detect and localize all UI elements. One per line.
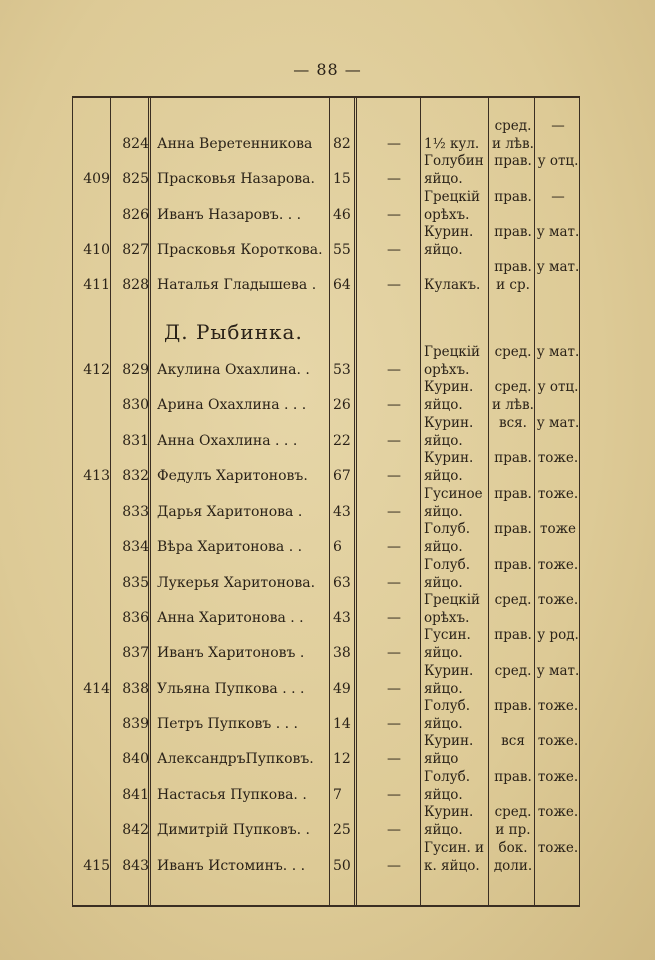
entry-number: 832 bbox=[122, 468, 149, 484]
age-value: 64 bbox=[333, 277, 351, 293]
goiter-size: яйцо. bbox=[424, 539, 463, 555]
heredity-value: тоже. bbox=[537, 557, 579, 573]
entry-number: 833 bbox=[122, 504, 149, 520]
person-name: Федулъ Харитоновъ. bbox=[157, 468, 308, 484]
goiter-size: орѣхъ. bbox=[424, 610, 470, 626]
goiter-size: Курин. bbox=[424, 379, 474, 395]
age-value: 43 bbox=[333, 610, 351, 626]
goiter-side: сред. bbox=[494, 344, 532, 360]
goiter-size: Голуб. bbox=[424, 521, 471, 537]
goiter-side: прав. bbox=[494, 259, 532, 275]
column-rule bbox=[110, 98, 111, 905]
person-name: Анна Охахлина . . . bbox=[157, 433, 298, 449]
goiter-size: Курин. bbox=[424, 804, 474, 820]
goiter-size: Гусин. bbox=[424, 627, 471, 643]
heredity-value: у мат. bbox=[536, 259, 580, 275]
entry-number: 836 bbox=[122, 610, 149, 626]
heredity-value: тоже. bbox=[537, 733, 579, 749]
goiter-size: яйцо. bbox=[424, 433, 463, 449]
dash-mark: — bbox=[387, 277, 401, 293]
section-title: Д. Рыбинка. bbox=[164, 320, 303, 344]
dash-mark: — bbox=[387, 242, 401, 258]
dash-mark: — bbox=[387, 645, 401, 661]
age-value: 55 bbox=[333, 242, 351, 258]
goiter-side: бок. bbox=[498, 840, 528, 856]
goiter-size: Курин. bbox=[424, 450, 474, 466]
age-value: 63 bbox=[333, 575, 351, 591]
goiter-size: яйцо. bbox=[424, 504, 463, 520]
goiter-size: Курин. bbox=[424, 663, 474, 679]
dash-mark: — bbox=[387, 858, 401, 874]
person-name: АлександръПупковъ. bbox=[157, 751, 314, 767]
heredity-value: у отц. bbox=[537, 379, 579, 395]
heredity-value: тоже. bbox=[537, 769, 579, 785]
goiter-side: прав. bbox=[494, 769, 532, 785]
entry-number: 834 bbox=[122, 539, 149, 555]
goiter-side: и пр. bbox=[495, 822, 531, 838]
goiter-size: Голуб. bbox=[424, 769, 471, 785]
goiter-side: прав. bbox=[494, 521, 532, 537]
age-value: 53 bbox=[333, 362, 351, 378]
heredity-value: — bbox=[551, 189, 565, 205]
age-value: 12 bbox=[333, 751, 351, 767]
heredity-value: тоже. bbox=[537, 698, 579, 714]
family-number: 409 bbox=[83, 171, 110, 187]
dash-mark: — bbox=[387, 171, 401, 187]
goiter-size: Курин. bbox=[424, 415, 474, 431]
person-name: Наталья Гладышева . bbox=[157, 277, 317, 293]
goiter-size: яйцо. bbox=[424, 575, 463, 591]
dash-mark: — bbox=[387, 575, 401, 591]
heredity-value: у мат. bbox=[536, 224, 580, 240]
goiter-side: и ср. bbox=[496, 277, 530, 293]
age-value: 14 bbox=[333, 716, 351, 732]
person-name: Лукерья Харитонова. bbox=[157, 575, 316, 591]
goiter-size: яйцо. bbox=[424, 681, 463, 697]
goiter-size: Кулакъ. bbox=[424, 277, 481, 293]
goiter-size: к. яйцо. bbox=[424, 858, 480, 874]
age-value: 67 bbox=[333, 468, 351, 484]
family-number: 412 bbox=[83, 362, 110, 378]
goiter-size: яйцо. bbox=[424, 787, 463, 803]
goiter-size: Курин. bbox=[424, 733, 474, 749]
age-value: 46 bbox=[333, 207, 351, 223]
dash-mark: — bbox=[387, 539, 401, 555]
goiter-size: яйцо. bbox=[424, 468, 463, 484]
entry-number: 841 bbox=[122, 787, 149, 803]
family-number: 411 bbox=[83, 277, 110, 293]
entry-number: 831 bbox=[122, 433, 149, 449]
entry-number: 843 bbox=[122, 858, 149, 874]
page-number: — 88 — bbox=[293, 60, 362, 79]
person-name: Акулина Охахлина. . bbox=[157, 362, 310, 378]
goiter-size: Курин. bbox=[424, 224, 474, 240]
goiter-side: прав. bbox=[494, 557, 532, 573]
age-value: 43 bbox=[333, 504, 351, 520]
goiter-side: доли. bbox=[493, 858, 533, 874]
family-number: 415 bbox=[83, 858, 110, 874]
age-value: 50 bbox=[333, 858, 351, 874]
goiter-side: вся. bbox=[499, 415, 527, 431]
goiter-size: Грецкій bbox=[424, 592, 481, 608]
person-name: Петръ Пупковъ . . . bbox=[157, 716, 299, 732]
heredity-value: тоже. bbox=[537, 486, 579, 502]
entry-number: 830 bbox=[122, 397, 149, 413]
goiter-size: Гусиное bbox=[424, 486, 483, 502]
age-value: 38 bbox=[333, 645, 351, 661]
goiter-size: орѣхъ. bbox=[424, 362, 470, 378]
dash-mark: — bbox=[387, 610, 401, 626]
entry-number: 842 bbox=[122, 822, 149, 838]
goiter-side: прав. bbox=[494, 189, 532, 205]
goiter-size: яйцо. bbox=[424, 645, 463, 661]
person-name: Иванъ Истоминъ. . . bbox=[157, 858, 306, 874]
entry-number: 829 bbox=[122, 362, 149, 378]
dash-mark: — bbox=[387, 136, 401, 152]
goiter-size: яйцо. bbox=[424, 397, 463, 413]
goiter-side: прав. bbox=[494, 627, 532, 643]
goiter-side: прав. bbox=[494, 153, 532, 169]
heredity-value: — bbox=[551, 118, 565, 134]
age-value: 82 bbox=[333, 136, 351, 152]
entry-number: 826 bbox=[122, 207, 149, 223]
entry-number: 825 bbox=[122, 171, 149, 187]
family-number: 410 bbox=[83, 242, 110, 258]
dash-mark: — bbox=[387, 468, 401, 484]
goiter-side: прав. bbox=[494, 698, 532, 714]
goiter-size: яйцо. bbox=[424, 242, 463, 258]
goiter-size: Голуб. bbox=[424, 698, 471, 714]
goiter-side: сред. bbox=[494, 118, 532, 134]
goiter-side: сред. bbox=[494, 592, 532, 608]
age-value: 25 bbox=[333, 822, 351, 838]
dash-mark: — bbox=[387, 397, 401, 413]
heredity-value: у отц. bbox=[537, 153, 579, 169]
entry-number: 828 bbox=[122, 277, 149, 293]
entry-number: 835 bbox=[122, 575, 149, 591]
goiter-side: вся bbox=[501, 733, 525, 749]
person-name: Прасковья Назарова. bbox=[157, 171, 315, 187]
heredity-value: тоже. bbox=[537, 840, 579, 856]
person-name: Вѣра Харитонова . . bbox=[157, 539, 303, 555]
goiter-side: сред. bbox=[494, 804, 532, 820]
entry-number: 839 bbox=[122, 716, 149, 732]
person-name: Иванъ Назаровъ. . . bbox=[157, 207, 302, 223]
age-value: 6 bbox=[333, 539, 342, 555]
person-name: Арина Охахлина . . . bbox=[157, 397, 307, 413]
goiter-size: яйцо bbox=[424, 751, 459, 767]
goiter-size: орѣхъ. bbox=[424, 207, 470, 223]
dash-mark: — bbox=[387, 433, 401, 449]
entry-number: 840 bbox=[122, 751, 149, 767]
family-number: 414 bbox=[83, 681, 110, 697]
entry-number: 824 bbox=[122, 136, 149, 152]
goiter-size: Голуб. bbox=[424, 557, 471, 573]
heredity-value: у мат. bbox=[536, 415, 580, 431]
entry-number: 837 bbox=[122, 645, 149, 661]
heredity-value: тоже. bbox=[537, 450, 579, 466]
age-value: 49 bbox=[333, 681, 351, 697]
heredity-value: тоже. bbox=[537, 592, 579, 608]
entry-number: 838 bbox=[122, 681, 149, 697]
person-name: Дарья Харитонова . bbox=[157, 504, 303, 520]
age-value: 26 bbox=[333, 397, 351, 413]
dash-mark: — bbox=[387, 822, 401, 838]
dash-mark: — bbox=[387, 207, 401, 223]
goiter-size: Голубин bbox=[424, 153, 484, 169]
family-number: 413 bbox=[83, 468, 110, 484]
goiter-size: Гусин. и bbox=[424, 840, 485, 856]
age-value: 22 bbox=[333, 433, 351, 449]
age-value: 15 bbox=[333, 171, 351, 187]
heredity-value: у мат. bbox=[536, 663, 580, 679]
column-rule bbox=[72, 98, 73, 905]
person-name: Ульяна Пупкова . . . bbox=[157, 681, 305, 697]
goiter-size: яйцо. bbox=[424, 716, 463, 732]
age-value: 7 bbox=[333, 787, 342, 803]
goiter-size: Грецкій bbox=[424, 189, 481, 205]
entry-number: 827 bbox=[122, 242, 149, 258]
goiter-size: яйцо. bbox=[424, 822, 463, 838]
goiter-size: Грецкій bbox=[424, 344, 481, 360]
dash-mark: — bbox=[387, 751, 401, 767]
person-name: Настасья Пупкова. . bbox=[157, 787, 307, 803]
goiter-side: прав. bbox=[494, 450, 532, 466]
goiter-size: яйцо. bbox=[424, 171, 463, 187]
dash-mark: — bbox=[387, 681, 401, 697]
heredity-value: тоже bbox=[539, 521, 576, 537]
person-name: Анна Харитонова . . bbox=[157, 610, 304, 626]
dash-mark: — bbox=[387, 787, 401, 803]
goiter-side: и лѣв. bbox=[492, 136, 534, 152]
heredity-value: тоже. bbox=[537, 804, 579, 820]
person-name: Димитрій Пупковъ. . bbox=[157, 822, 310, 838]
column-rule bbox=[488, 98, 489, 905]
person-name: Иванъ Харитоновъ . bbox=[157, 645, 305, 661]
goiter-side: сред. bbox=[494, 663, 532, 679]
column-rule bbox=[329, 98, 330, 905]
dash-mark: — bbox=[387, 504, 401, 520]
person-name: Прасковья Короткова. bbox=[157, 242, 323, 258]
heredity-value: у мат. bbox=[536, 344, 580, 360]
goiter-size: 1½ кул. bbox=[424, 136, 480, 152]
goiter-side: сред. bbox=[494, 379, 532, 395]
goiter-side: и лѣв. bbox=[492, 397, 534, 413]
dash-mark: — bbox=[387, 362, 401, 378]
register-table bbox=[72, 96, 580, 907]
dash-mark: — bbox=[387, 716, 401, 732]
heredity-value: у род. bbox=[537, 627, 579, 643]
goiter-side: прав. bbox=[494, 486, 532, 502]
person-name: Анна Веретенникова bbox=[157, 136, 313, 152]
goiter-side: прав. bbox=[494, 224, 532, 240]
